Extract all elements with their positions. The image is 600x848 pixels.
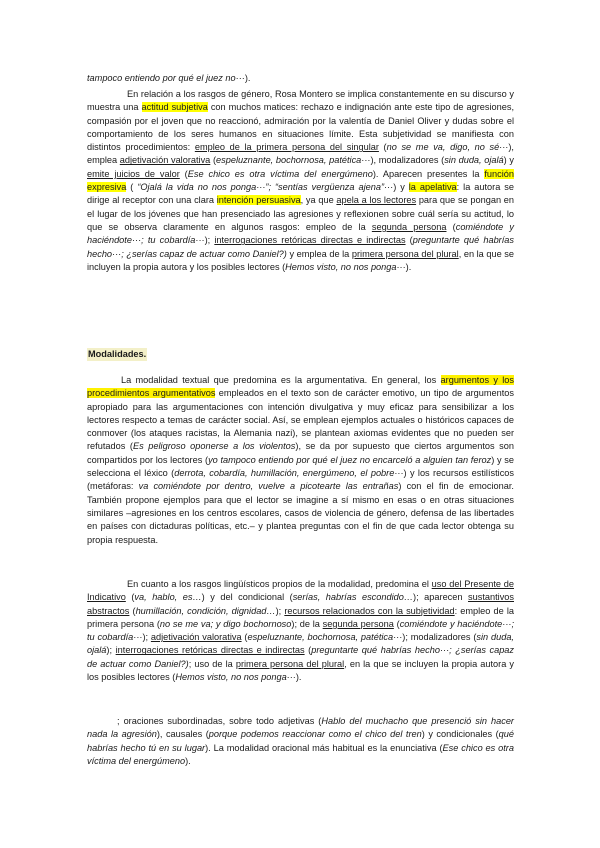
example: preguntarte qué habrías hecho···; ¿serías capaz de actuar como Daniel?) (87, 235, 514, 259)
paragraph-subjectivity: En relación a los rasgos de género, Rosa Montero se implica constantemente en su discurso y muestra una actitud subjetiva con muchos matices: rechazo e indignación ante este tipo de agresiones, compasión por el joven que no reaccionó, admiración por la valentía de Daniel Oliver y dudas sobre el comportamiento de los seres humanos en situaciones límite. Esta subjetividad se manifiesta con distintos procedimientos: empleo de la primera persona del singular (no se me va, digo, no sé···), emplea adjetivación valorativa (espeluznante, bochornosa, patética···), modalizadores (sin duda, ojalá) y emite juicios de valor (Ese chico es otra víctima del energúmeno). Aparecen presentes la función expresiva ( “Ojalá la vida no nos ponga···”; “sentías vergüenza ajena”···) y la apelativa: la autora se dirige al receptor con una clara intención persuasiva, ya que apela a los lectores para que se pongan en el lugar de los jóvenes que han presenciado las agresiones y reflexionen sobre cuál sería su actitud, lo que se observa claramente en algunos rasgos: empleo de la segunda persona (comiéndote y haciéndote···; tu cobardía···); interrogaciones retóricas directas e indirectas (preguntarte qué habrías hecho···; ¿serías capaz de actuar como Daniel?) y emplea de la primera persona del plural, en la que se incluyen la propia autora y los posibles lectores (Hemos visto, no nos ponga···). (87, 89, 515, 272)
example: qué habrías hecho tú en su lugar (87, 729, 515, 753)
example: comiéndote y haciéndote···; tu cobardía··· (87, 221, 514, 246)
underline: apela a los lectores (336, 195, 417, 206)
example: no se me va, digo, no sé··· (386, 142, 509, 153)
example: Hemos visto, no nos ponga··· (285, 261, 406, 272)
example: va comiéndote por dentro, vuelve a picotearte las entrañas (138, 481, 399, 492)
underline: interrogaciones retóricas directas e indirectas (214, 235, 406, 246)
paragraph-sentences: ; oraciones subordinadas, sobre todo adjetivas (Hablo del muchacho que presenció sin hacer nada la agresión), causales (porque podemos reaccionar como el chico del tren) y condicionales (qué habrías hecho tú en su lugar). La modalidad oracional más habitual es la enunciativa (Ese chico es otra víctima del energúmeno). (87, 716, 515, 766)
example: derrota, cobardía, humillación, energúmeno, el pobre··· (174, 468, 404, 479)
underline: recursos relacionados con la subjetividad (284, 605, 455, 616)
underline: segunda persona (371, 221, 447, 232)
underline: adjetivación valorativa (150, 632, 242, 643)
paragraph-continuation: tampoco entiendo por qué el juez no···). (87, 73, 251, 83)
example: va, hablo, es… (134, 592, 202, 603)
example: sin duda, ojalá (87, 632, 514, 656)
highlight: función expresiva (87, 168, 514, 193)
paragraph-linguistic-features: En cuanto a los rasgos lingüísticos propios de la modalidad, predomina el uso del Presente de Indicativo (va, hablo, es…) y del condicional (serías, habrías escondido…); aparecen sustantivos abstractos (humillación, condición, dignidad…); recursos relacionados con la subjetividad: empleo de la primera persona (no se me va; y digo bochornoso); de la segunda persona (comiéndote y haciéndote···; tu cobardía···); adjetivación valorativa (espeluznante, bochornosa, patética···); modalizadores (sin duda, ojalá); interrogaciones retóricas directas e indirectas (preguntarte qué habrías hecho···; ¿serías capaz de actuar como Daniel?); uso de la primera persona del plural, en la que se incluyen la propia autora y los posibles lectores (Hemos visto, no nos ponga···). (87, 579, 515, 683)
underline: segunda persona (322, 618, 394, 629)
example: serías, habrías escondido… (292, 592, 414, 603)
underline: emite juicios de valor (87, 168, 180, 179)
section-heading: Modalidades. (87, 348, 147, 361)
example: Hemos visto, no nos ponga··· (175, 672, 296, 683)
example: sin duda, ojalá (444, 155, 504, 166)
example: preguntarte qué habrías hecho···; ¿serías capaz de actuar como Daniel?) (87, 645, 515, 669)
example: comiéndote y haciéndote···; tu cobardía··· (87, 618, 514, 643)
example: espeluznante, bochornosa, patética··· (216, 155, 371, 166)
underline: sustantivos abstractos (87, 592, 514, 616)
underline: adjetivación valorativa (119, 155, 211, 166)
example: yo tampoco entiendo por qué el juez no encarceló a alguien tan feroz (208, 454, 492, 465)
paragraph-argumentative: La modalidad textual que predomina es la argumentativa. En general, los argumentos y los procedimientos argumentativos empleados en el texto son de carácter emotivo, un tipo de argumentos apropiado para las argumentaciones con intención divulgativa y muy eficaz para sensibilizar a los lectores respecto a temas de carácter social. Así, se emplean ejemplos actuales o históricos capaces de conmover (los ataques racistas, la Alemania nazi), se plantean axiomas evidentes que no pueden ser refutados (Es peligroso oponerse a los violentos), se da por supuesto que ciertos argumentos son compartidos por los lectores (yo tampoco entiendo por qué el juez no encarceló a alguien tan feroz) y se selecciona el léxico (derrota, cobardía, humillación, energúmeno, el pobre···) y los recursos estilísticos (metáforas: va comiéndote por dentro, vuelve a picotearte las entrañas) con el fin de emocionar. También propone ejemplos para que el lector se imagine a sí mismo en esas o en otras situaciones similares –agresiones en los centros escolares, casos de violencia de género, defensa de las libertades en países con dictaduras políticas, etc.– y plantea preguntas con el fin de que cada lector obtenga su propia respuesta. (87, 375, 515, 545)
highlight: actitud subjetiva (141, 102, 208, 113)
underline: primera persona del plural (351, 248, 459, 259)
underline: uso del Presente de Indicativo (87, 579, 514, 603)
example: espeluznante, bochornosa, patética··· (247, 632, 403, 643)
quote: tampoco entiendo por qué el juez no··· (87, 73, 245, 83)
underline: empleo de la primera persona del singular (194, 142, 379, 153)
example: Ese chico es otra víctima del energúmeno (87, 742, 514, 766)
underline: primera persona del plural (235, 658, 345, 669)
example: Hablo del muchacho que presenció sin hacer nada la agresión (87, 716, 514, 740)
example: porque podemos reaccionar como el chico del tren (208, 729, 422, 740)
example: humillación, condición, dignidad… (135, 605, 276, 616)
highlight: intención persuasiva (216, 195, 301, 206)
highlight: la apelativa (408, 182, 457, 193)
example: no se me va; y digo bochornoso (159, 618, 292, 629)
underline: interrogaciones retóricas directas e indirectas (115, 645, 305, 656)
example: Es peligroso oponerse a los violentos (132, 441, 296, 452)
example: “Ojalá la vida no nos ponga···”; “sentías vergüenza ajena”··· (137, 182, 394, 193)
section-heading-wrap (87, 348, 514, 361)
highlight: argumentos y los procedimientos argumentativos (87, 375, 515, 399)
example: Ese chico es otra víctima del energúmeno (187, 168, 373, 179)
